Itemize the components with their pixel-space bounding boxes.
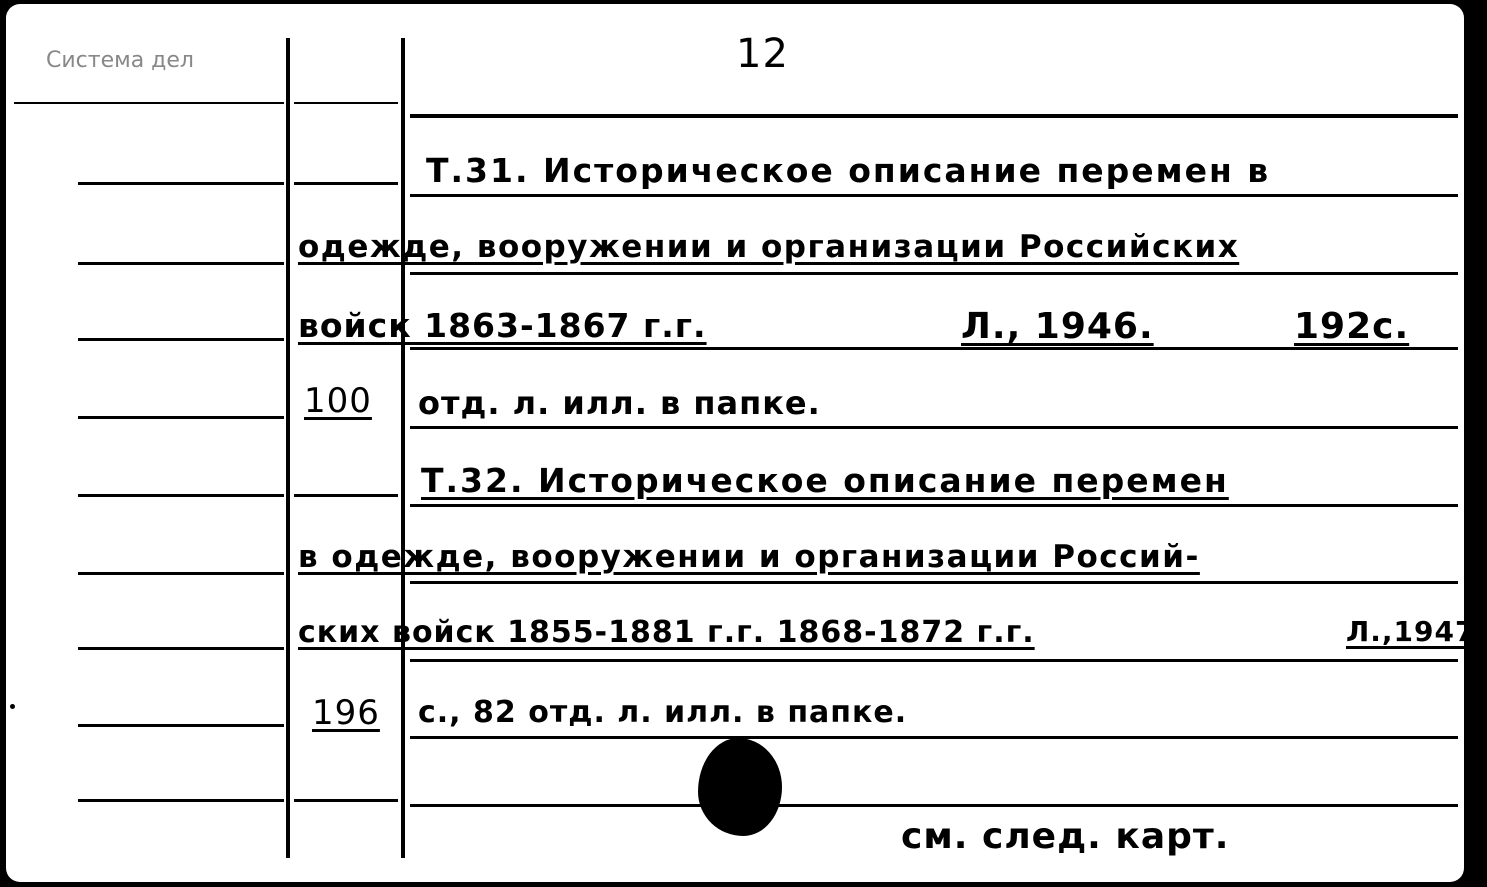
left-rule [78,338,284,341]
faded-header: Система дел [46,48,194,73]
entry-line: 196 [312,693,380,733]
body-rule [410,581,1458,584]
entry-line: 192с. [1294,306,1410,347]
body-rule [410,426,1458,429]
body-rule [410,272,1458,275]
entry-line: войск 1863-1867 г.г. [298,306,707,345]
body-rule [410,736,1458,739]
body-rule [410,114,1458,118]
left-rule [78,494,284,497]
entry-line: отд. л. илл. в папке. [418,384,821,422]
ink-blot [698,738,782,836]
left-rule [78,647,284,650]
left-rule [78,799,284,802]
card-number: 12 [736,31,789,77]
body-rule [410,659,1458,662]
entry-line: ских войск 1855-1881 г.г. 1868-1872 г.г. [298,615,1035,650]
body-rule [410,804,1458,807]
body-rule [410,504,1458,507]
entry-line: с., 82 отд. л. илл. в папке. [418,695,908,730]
left-rule [78,572,284,575]
body-rule [410,347,1458,350]
left-rule [78,182,284,185]
left-rule [14,102,284,104]
ink-dot [10,704,15,709]
entry-line: Л., 1946. [961,306,1154,347]
body-rule [410,194,1458,197]
left-rule [78,416,284,419]
left-rule [78,724,284,727]
left-rule [78,262,284,265]
entry-line: Т.32. Историческое описание перемен [421,461,1229,500]
left-margin-line [286,38,290,858]
mid-rule [294,182,398,185]
entry-line: в одежде, вооружении и организации Россий- [298,539,1200,575]
entry-line: Л.,1947. [1346,615,1487,648]
mid-rule [294,102,398,104]
catalog-card [6,4,1487,882]
right-margin-line [401,38,405,858]
mid-rule [294,494,398,497]
entry-line: Т.31. Историческое описание перемен в [426,151,1271,190]
entry-line: одежде, вооружении и организации Российских [298,229,1240,265]
see-next-card: см. след. карт. [901,816,1230,857]
mid-rule [294,799,398,802]
entry-line: 100 [304,381,372,421]
